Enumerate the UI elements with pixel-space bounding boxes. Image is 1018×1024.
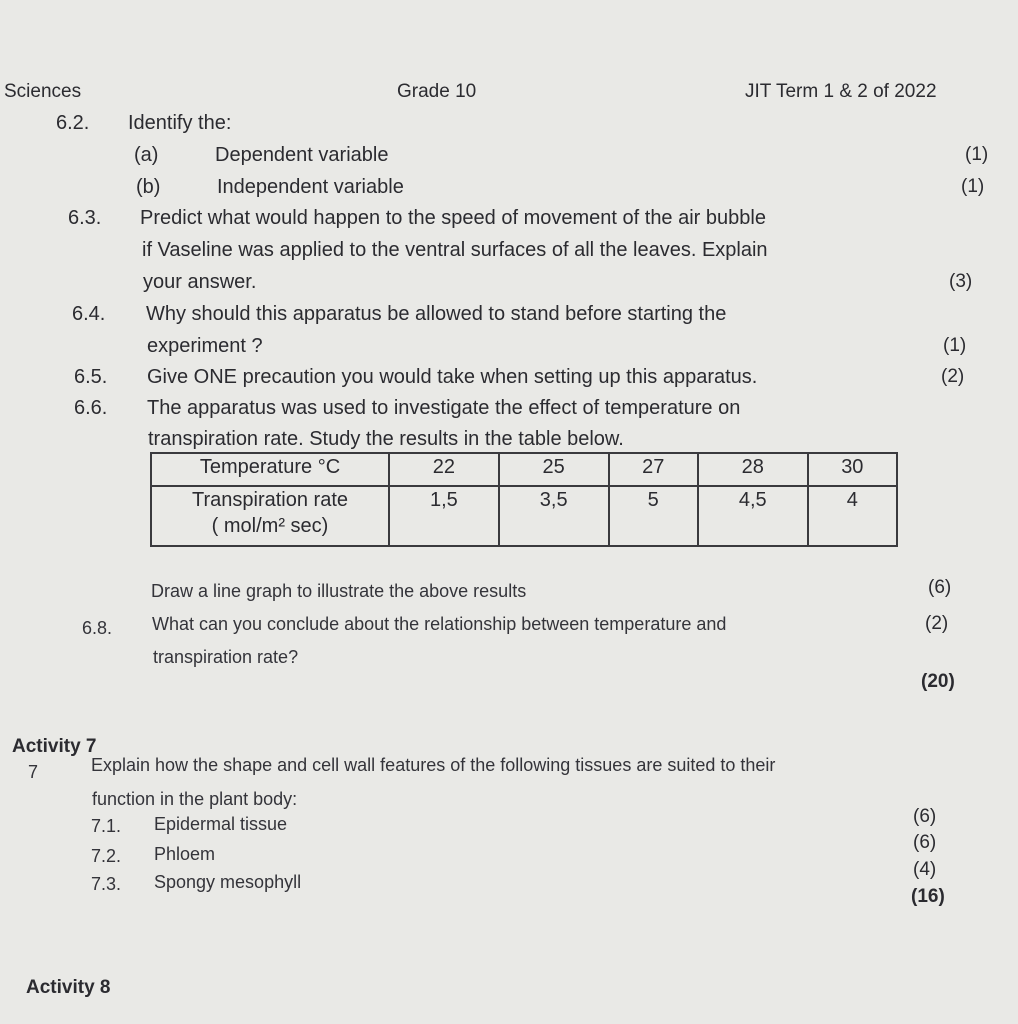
q6-2b-letter: (b): [136, 176, 161, 198]
activity-7-line-2: function in the plant body:: [92, 789, 298, 809]
q6-6-line-1: The apparatus was used to investigate the effect of temperature on: [147, 397, 741, 419]
q6-3-line-1: Predict what would happen to the speed of movement of the air bubble: [140, 207, 766, 229]
rate-cell: 1,5: [389, 486, 499, 546]
temperature-header: Temperature °C: [151, 453, 389, 486]
temperature-cell: 30: [808, 453, 897, 486]
q7-2-number: 7.2.: [91, 846, 122, 866]
q6-8-line-2: transpiration rate?: [153, 647, 299, 667]
q6-4-mark: (1): [943, 335, 967, 356]
q6-5-number: 6.5.: [74, 366, 108, 388]
q6-5-mark: (2): [941, 366, 965, 387]
q6-2a-text: Dependent variable: [215, 144, 389, 166]
q7-3-text: Spongy mesophyll: [154, 872, 302, 892]
q6-6-number: 6.6.: [74, 397, 108, 419]
q7-1-number: 7.1.: [91, 816, 122, 836]
temperature-cell: 28: [698, 453, 808, 486]
rate-cell: 4,5: [698, 486, 808, 546]
q6-4-number: 6.4.: [72, 303, 106, 325]
q6-2-text: Identify the:: [128, 112, 232, 134]
q6-8-line-1: What can you conclude about the relationship between temperature and: [152, 614, 727, 634]
q6-3-line-2: if Vaseline was applied to the ventral surfaces of all the leaves. Explain: [142, 239, 768, 261]
rate-row: [151, 486, 897, 546]
q7-3-mark: (4): [913, 859, 937, 880]
q6-6-line-2: transpiration rate. Study the results in the table below.: [148, 428, 624, 450]
rate-header-line-2: ( mol/m² sec): [211, 515, 329, 537]
q6-2b-text: Independent variable: [217, 176, 404, 198]
q7-1-mark: (6): [913, 806, 937, 827]
q6-2b-mark: (1): [961, 176, 985, 197]
activity-7-number: 7: [28, 762, 39, 782]
q6-2-number: 6.2.: [56, 112, 90, 134]
temperature-cell: 25: [499, 453, 609, 486]
temperature-row: [151, 453, 897, 486]
q6-7-mark: (6): [928, 577, 952, 598]
q7-2-text: Phloem: [154, 844, 216, 864]
q7-2-mark: (6): [913, 832, 937, 853]
activity-7-total: (16): [911, 886, 945, 907]
term-label: JIT Term 1 & 2 of 2022: [745, 81, 937, 102]
results-table: [150, 452, 898, 547]
rate-cell: 3,5: [499, 486, 609, 546]
q6-7-text: Draw a line graph to illustrate the above results: [151, 581, 527, 601]
rate-cell: 5: [609, 486, 698, 546]
subject-label: Sciences: [4, 81, 82, 102]
activity-7-title: Activity 7: [12, 736, 97, 757]
activity-8-title: Activity 8: [26, 977, 111, 998]
temperature-cell: 27: [609, 453, 698, 486]
activity-7-line-1: Explain how the shape and cell wall features of the following tissues are suited to their: [91, 755, 776, 775]
temperature-cell: 22: [389, 453, 499, 486]
q7-3-number: 7.3.: [91, 874, 122, 894]
rate-header-line-1: Transpiration rate: [192, 489, 348, 511]
rate-header: [151, 486, 389, 546]
q6-2a-mark: (1): [965, 144, 989, 165]
q6-3-mark: (3): [949, 271, 973, 292]
q6-2a-letter: (a): [134, 144, 159, 166]
q6-8-number: 6.8.: [82, 618, 113, 638]
rate-cell: 4: [808, 486, 897, 546]
q6-4-line-2: experiment ?: [147, 335, 263, 357]
q7-1-text: Epidermal tissue: [154, 814, 288, 834]
q6-3-line-3: your answer.: [143, 271, 257, 293]
section-6-total: (20): [921, 671, 955, 692]
q6-5-text: Give ONE precaution you would take when setting up this apparatus.: [147, 366, 758, 388]
q6-3-number: 6.3.: [68, 207, 102, 229]
grade-label: Grade 10: [397, 81, 477, 102]
q6-8-mark: (2): [925, 613, 949, 634]
q6-4-line-1: Why should this apparatus be allowed to stand before starting the: [146, 303, 727, 325]
